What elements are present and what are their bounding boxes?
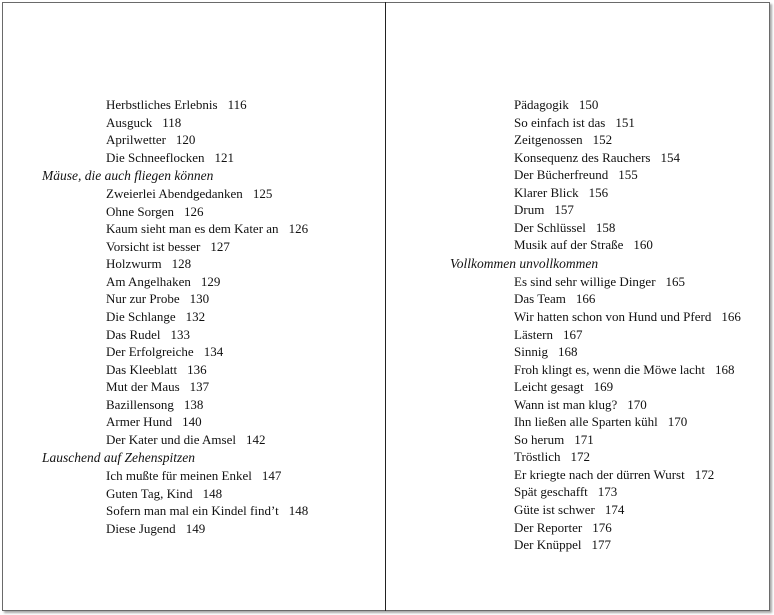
toc-entry-title: Musik auf der Straße — [514, 237, 624, 253]
toc-entry-page-number: 148 — [202, 485, 223, 501]
toc-entry-title: Es sind sehr willige Dinger — [514, 273, 656, 289]
toc-entry-page-number: 157 — [554, 202, 574, 218]
toc-entry — [450, 236, 741, 254]
toc-entry-page-number: 176 — [592, 519, 612, 535]
toc-entry — [450, 131, 741, 149]
toc-entry-title: Zeitgenossen — [514, 132, 583, 148]
toc-entry-page-number: 126 — [288, 221, 309, 237]
toc-entry-title: Bazillensong — [106, 396, 174, 412]
toc-entry-title: Er kriegte nach der dürren Wurst — [514, 466, 685, 482]
toc-entry — [450, 361, 741, 379]
toc-entry-page-number: 142 — [245, 431, 266, 447]
toc-entry-page-number: 120 — [175, 132, 196, 148]
toc-entry — [450, 431, 741, 449]
toc-entry-title: Aprilwetter — [106, 132, 166, 148]
toc-entry-page-number: 167 — [562, 326, 583, 342]
toc-entry-page-number: 156 — [588, 184, 609, 200]
toc-entry-title: Holzwurm — [106, 256, 162, 272]
toc-entry-title: Drum — [514, 202, 545, 218]
toc-entry — [42, 485, 308, 503]
toc-entry — [42, 308, 308, 326]
toc-entry-title: Der Kater und die Amsel — [106, 431, 236, 447]
section-heading: Vollkommen unvollkommen — [450, 255, 599, 271]
toc-entry — [42, 361, 308, 379]
toc-entry-title: Diese Jugend — [106, 521, 176, 537]
toc-entry-page-number: 170 — [627, 396, 647, 412]
toc-entry-page-number: 116 — [227, 97, 247, 112]
toc-entry-page-number: 160 — [633, 237, 653, 253]
toc-entry-page-number: 168 — [557, 344, 578, 360]
toc-entry-title: Froh klingt es, wenn die Möwe lacht — [514, 361, 705, 377]
toc-entry-title: Kaum sieht man es dem Kater an — [106, 221, 279, 237]
toc-entry-title: Der Reporter — [514, 519, 583, 535]
toc-entry — [450, 308, 741, 326]
toc-entry-title: Wann ist man klug? — [514, 396, 618, 412]
toc-entry-title: So einfach ist das — [514, 114, 606, 130]
toc-entry — [42, 467, 308, 485]
toc-entry-title: So herum — [514, 431, 565, 447]
toc-entry-title: Herbstliches Erlebnis — [106, 97, 218, 112]
toc-entry-title: Zweierlei Abendgedanken — [106, 186, 243, 202]
toc-entry-page-number: 174 — [604, 502, 625, 518]
toc-entry — [42, 185, 308, 203]
toc-entry — [450, 483, 741, 501]
toc-entry-page-number: 169 — [593, 379, 614, 395]
toc-entry-title: Armer Hund — [106, 414, 173, 430]
toc-entry-title: Klarer Blick — [514, 184, 579, 200]
toc-entry — [42, 273, 308, 291]
toc-entry-title: Vorsicht ist besser — [106, 238, 201, 254]
page-gutter-divider — [385, 2, 386, 611]
toc-entry-title: Sinnig — [514, 344, 548, 360]
toc-entry — [450, 536, 741, 554]
toc-entry-title: Das Team — [514, 291, 566, 307]
toc-entry-page-number: 140 — [182, 414, 202, 430]
toc-entry-page-number: 171 — [574, 431, 594, 447]
toc-entry-page-number: 130 — [189, 291, 210, 307]
toc-entry-title: Ich mußte für meinen Enkel — [106, 468, 252, 484]
toc-entry-title: Am Angelhaken — [106, 273, 191, 289]
toc-entry — [450, 149, 741, 167]
toc-entry-title: Der Erfolgreiche — [106, 344, 194, 360]
toc-entry-title: Spät geschafft — [514, 484, 588, 500]
toc-entry-title: Das Rudel — [106, 326, 161, 342]
toc-entry — [450, 96, 741, 114]
toc-entry — [450, 201, 741, 219]
toc-entry — [42, 343, 308, 361]
toc-entry-page-number: 132 — [185, 309, 206, 325]
toc-entry — [42, 290, 308, 308]
toc-entry-title: Lästern — [514, 326, 553, 342]
toc-entry-title: Leicht gesagt — [514, 379, 584, 395]
toc-entry-page-number: 166 — [721, 309, 741, 325]
toc-entry-title: Der Schlüssel — [514, 219, 586, 235]
toc-entry-page-number: 152 — [592, 132, 613, 148]
toc-entry-page-number: 137 — [189, 379, 210, 395]
left-page-contents — [42, 96, 308, 538]
toc-entry-title: Ihn ließen alle Sparten kühl — [514, 414, 658, 430]
toc-entry-page-number: 172 — [570, 449, 590, 465]
toc-entry-title: Sofern man mal ein Kindel find’t — [106, 503, 279, 519]
toc-entry — [450, 290, 741, 308]
toc-entry-page-number: 125 — [252, 186, 273, 202]
toc-entry — [450, 343, 741, 361]
toc-entry-title: Nur zur Probe — [106, 291, 180, 307]
toc-entry — [42, 396, 308, 414]
toc-entry-page-number: 118 — [162, 114, 182, 130]
toc-entry-title: Tröstlich — [514, 449, 561, 465]
toc-entry-title: Der Knüppel — [514, 537, 582, 553]
toc-entry-title: Mut der Maus — [106, 379, 180, 395]
toc-entry-page-number: 138 — [183, 396, 204, 412]
toc-entry-page-number: 148 — [288, 503, 309, 519]
toc-entry-title: Der Bücherfreund — [514, 167, 609, 183]
toc-entry-page-number: 155 — [618, 167, 638, 183]
toc-entry — [450, 184, 741, 202]
toc-entry — [42, 220, 308, 238]
toc-entry — [42, 149, 308, 167]
toc-entry-page-number: 158 — [595, 219, 616, 235]
toc-entry — [42, 131, 308, 149]
toc-entry — [42, 431, 308, 449]
toc-entry — [450, 466, 741, 484]
toc-entry-title: Die Schneeflocken — [106, 149, 205, 165]
toc-entry-page-number: 154 — [660, 149, 680, 165]
toc-entry-title: Die Schlange — [106, 309, 176, 325]
toc-entry — [450, 413, 741, 431]
toc-entry-page-number: 165 — [665, 273, 686, 289]
toc-entry-page-number: 129 — [200, 273, 221, 289]
toc-entry-title: Güte ist schwer — [514, 502, 595, 518]
toc-entry-page-number: 173 — [597, 484, 618, 500]
toc-entry — [42, 520, 308, 538]
toc-entry-page-number: 128 — [171, 256, 192, 272]
toc-entry-page-number: 172 — [694, 466, 715, 482]
toc-entry — [42, 502, 308, 520]
toc-entry — [450, 219, 741, 237]
toc-entry-title: Guten Tag, Kind — [106, 485, 193, 501]
toc-entry-page-number: 121 — [214, 149, 235, 165]
section-heading: Lauschend auf Zehenspitzen — [42, 450, 195, 466]
toc-entry — [42, 378, 308, 396]
toc-entry — [42, 255, 308, 273]
toc-entry — [42, 96, 308, 114]
toc-entry — [450, 519, 741, 537]
toc-entry-title: Pädagogik — [514, 97, 569, 112]
toc-entry-page-number: 177 — [591, 537, 612, 553]
toc-entry-page-number: 147 — [261, 468, 282, 484]
right-page-contents — [450, 96, 741, 554]
toc-entry-title: Ohne Sorgen — [106, 203, 175, 219]
toc-entry-page-number: 133 — [170, 326, 191, 342]
toc-entry-page-number: 134 — [203, 344, 224, 360]
toc-entry-title: Ausguck — [106, 114, 153, 130]
toc-entry — [42, 326, 308, 344]
toc-entry-title: Wir hatten schon von Hund und Pferd — [514, 309, 712, 325]
toc-entry-page-number: 168 — [715, 361, 735, 377]
toc-entry-page-number: 126 — [184, 203, 204, 219]
section-heading: Mäuse, die auch fliegen können — [42, 168, 214, 184]
toc-entry — [450, 448, 741, 466]
toc-entry — [42, 114, 308, 132]
toc-entry-page-number: 149 — [185, 521, 206, 537]
toc-entry — [450, 501, 741, 519]
toc-entry-page-number: 170 — [667, 414, 688, 430]
toc-entry — [450, 166, 741, 184]
toc-entry — [450, 326, 741, 344]
toc-entry-title: Konsequenz des Rauchers — [514, 149, 651, 165]
toc-entry — [450, 273, 741, 291]
toc-entry — [450, 396, 741, 414]
toc-entry — [450, 114, 741, 132]
toc-entry — [450, 378, 741, 396]
toc-entry — [42, 238, 308, 256]
toc-entry-title: Das Kleeblatt — [106, 361, 178, 377]
toc-entry-page-number: 127 — [210, 238, 230, 254]
toc-entry-page-number: 136 — [187, 361, 207, 377]
toc-entry-page-number: 166 — [575, 291, 596, 307]
toc-entry-page-number: 150 — [578, 97, 599, 112]
toc-entry-page-number: 151 — [615, 114, 635, 130]
toc-entry — [42, 203, 308, 221]
toc-entry — [42, 413, 308, 431]
